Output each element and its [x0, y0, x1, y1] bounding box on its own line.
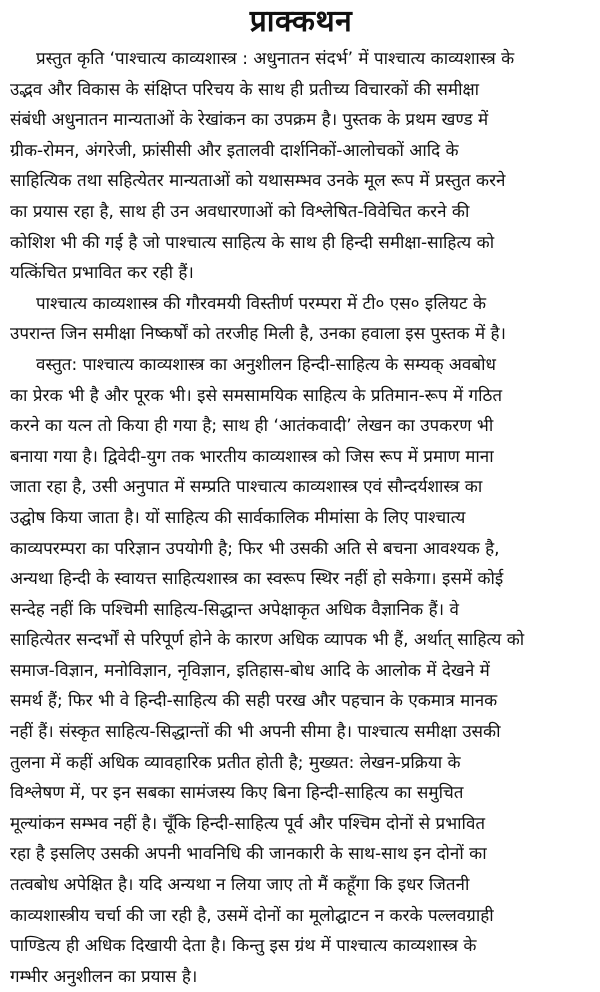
text-line: तुलना में कहीं अधिक व्यावहारिक प्रतीत होती है; मुख्यत: लेखन-प्रक्रिया के	[10, 752, 461, 773]
text-line: कोशिश भी की गई है जो पाश्चात्य साहित्य के साथ ही हिन्दी समीक्षा-साहित्य को	[10, 232, 495, 253]
text-line: समर्थ हैं; फिर भी वे हिन्दी-साहित्य की सही परख और पहचान के एकमात्र मानक	[10, 691, 498, 712]
text-line: बनाया गया है। द्विवेदी-युग तक भारतीय काव्यशास्त्र को जिस रूप में प्रमाण माना	[10, 446, 494, 467]
text-line: का प्रयास रहा है, साथ ही उन अवधारणाओं को विश्लेषित-विवेचित करने की	[10, 201, 470, 222]
text-line: साहित्यिक तथा सहित्येतर मान्यताओं को यथासम्भव उनके मूल रूप में प्रस्तुत करने	[10, 171, 506, 192]
text-line: मूल्यांकन सम्भव नहीं है। चूँकि हिन्दी-साहित्य पूर्व और पश्चिम दोनों से प्रभावित	[10, 813, 486, 834]
text-line: उद्घोष किया जाता है। यों साहित्य की सार्वकालिक मीमांसा के लिए पाश्चात्य	[10, 507, 466, 528]
text-line: पाण्डित्य ही अधिक दिखायी देता है। किन्तु इस ग्रंथ में पाश्चात्य काव्यशास्त्र के	[10, 936, 477, 957]
text-line: वस्तुत: पाश्चात्य काव्यशास्त्र का अनुशीलन हिन्दी-साहित्य के सम्यक् अवबोध	[36, 354, 496, 375]
text-line: उपरान्त जिन समीक्षा निष्कर्षों को तरजीह मिली है, उनका हवाला इस पुस्तक में है।	[10, 324, 506, 345]
text-line: अन्यथा हिन्दी के स्वायत्त साहित्यशास्त्र का स्वरूप स्थिर नहीं हो सकेगा। इसमें कोई	[10, 569, 504, 590]
text-line: रहा है इसलिए उसकी अपनी भावनिधि की जानकारी के साथ-साथ इन दोनों का	[10, 844, 487, 865]
text-line: सन्देह नहीं कि पश्चिमी साहित्य-सिद्धान्त अपेक्षाकृत अधिक वैज्ञानिक हैं। वे	[10, 599, 459, 620]
text-line: समाज-विज्ञान, मनोविज्ञान, नृविज्ञान, इतिहास-बोध आदि के आलोक में देखने में	[10, 660, 490, 681]
text-line: का प्रेरक भी है और पूरक भी। इसे समसामयिक साहित्य के प्रतिमान-रूप में गठित	[10, 385, 503, 406]
page-title: प्राक्कथन	[249, 4, 353, 39]
text-line: नहीं हैं। संस्कृत साहित्य-सिद्धान्तों की भी अपनी सीमा है। पाश्चात्य समीक्षा उसकी	[10, 722, 501, 743]
text-line: ग्रीक-रोमन, अंगरेजी, फ्रांसीसी और इतालवी दार्शनिकों-आलोचकों आदि के	[10, 140, 459, 161]
text-line: उद्भव और विकास के संक्षिप्त परिचय के साथ ही प्रतीच्य विचारकों की समीक्षा	[10, 79, 480, 100]
paragraph-2	[10, 289, 592, 350]
paragraph-3	[10, 350, 592, 992]
text-line: प्रस्तुत कृति ‘पाश्चात्य काव्यशास्त्र : अधुनातन संदर्भ’ में पाश्चात्य काव्यशास्त्र के	[36, 49, 515, 69]
text-line: साहित्येतर सन्दर्भों से परिपूर्ण होने के कारण अधिक व्यापक भी हैं, अर्थात् साहित्य को	[10, 630, 525, 651]
text-line: तत्वबोध अपेक्षित है। यदि अन्यथा न लिया जाए तो मैं कहूँगा कि इधर जितनी	[10, 875, 470, 896]
text-line: जाता रहा है, उसी अनुपात में सम्प्रति पाश्चात्य काव्यशास्त्र एवं सौन्दर्यशास्त्र का	[10, 477, 483, 498]
text-line: गम्भीर अनुशीलन का प्रयास है।	[10, 966, 198, 987]
text-line: संबंधी अधुनातन मान्यताओं के रेखांकन का उपक्रम है। पुस्तक के प्रथम खण्ड में	[10, 110, 489, 131]
text-line: यत्किंचित प्रभावित कर रही हैं।	[10, 263, 194, 284]
text-line: काव्यशास्त्रीय चर्चा की जा रही है, उसमें दोनों का मूलोद्घाटन न करके पल्लवग्राही	[10, 905, 494, 926]
text-line: पाश्चात्य काव्यशास्त्र की गौरवमयी विस्तीर्ण परम्परा में टी० एस० इलियट के	[36, 293, 487, 314]
text-line: करने का यत्न तो किया ही गया है; साथ ही ‘आतंकवादी’ लेखन का उपकरण भी	[10, 416, 494, 437]
text-line: काव्यपरम्परा का परिज्ञान उपयोगी है; फिर भी उसकी अति से बचना आवश्यक है,	[10, 538, 500, 559]
paragraph-1	[10, 44, 592, 289]
text-line: विश्लेषण में, पर इन सबका सामंजस्य किए बिना हिन्दी-साहित्य का समुचित	[10, 783, 464, 804]
